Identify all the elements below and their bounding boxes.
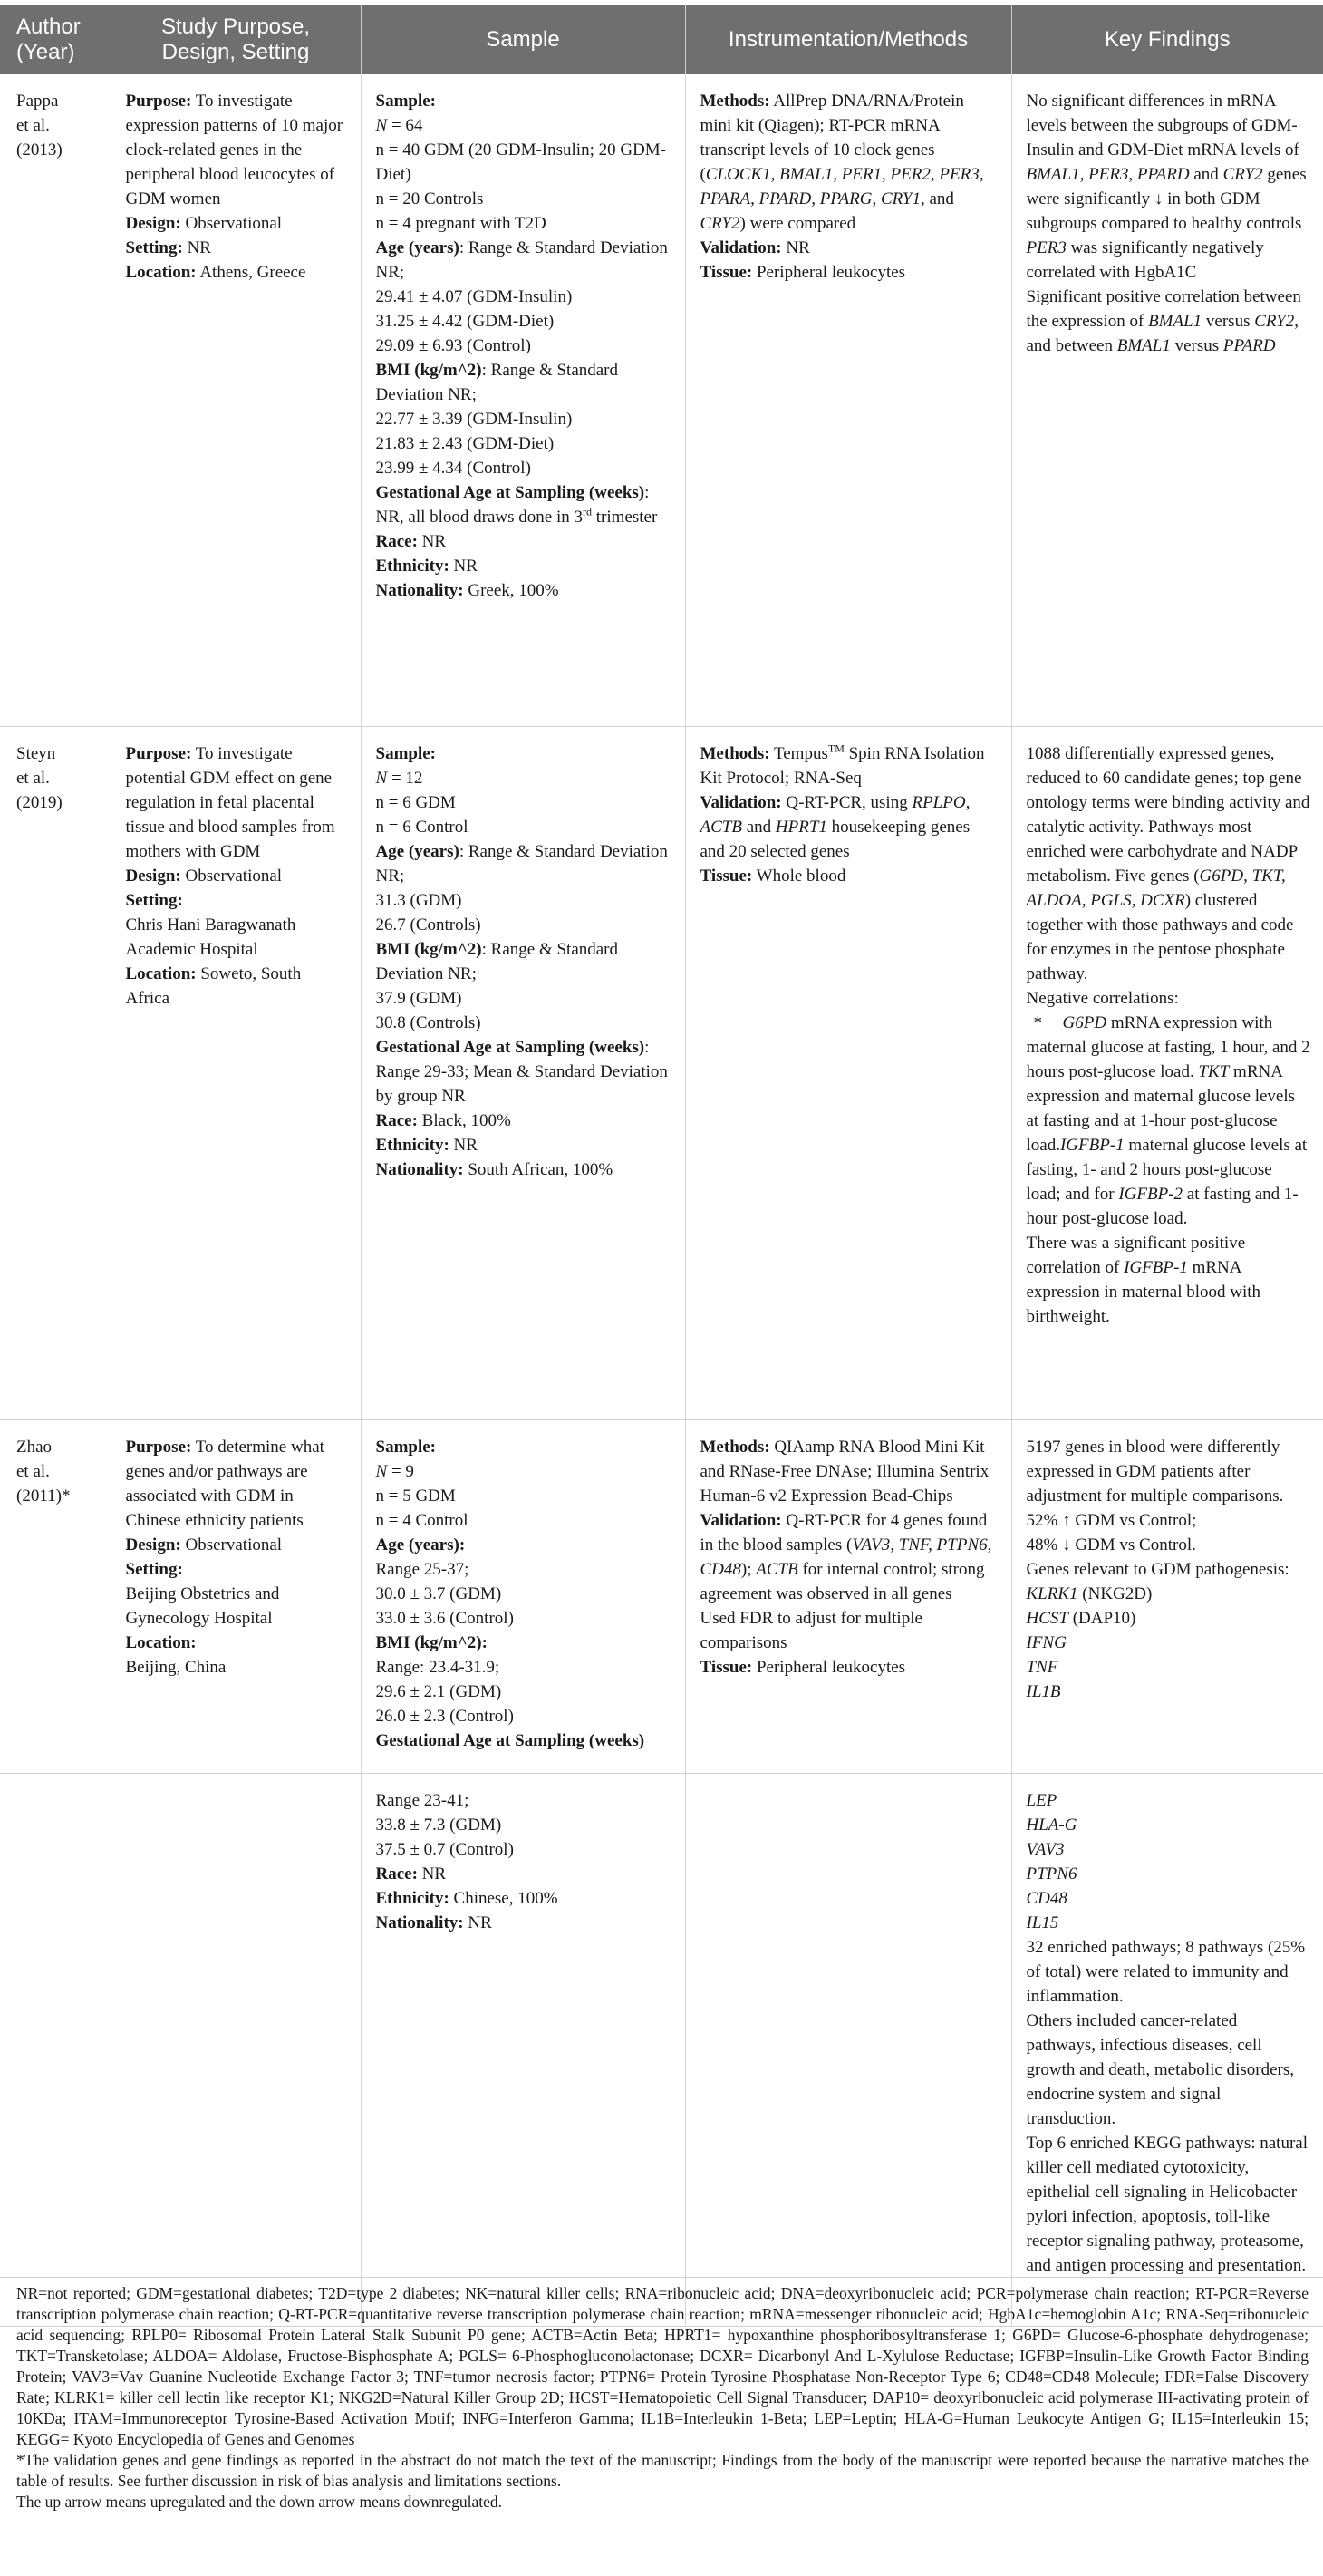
table-footnotes bbox=[0, 2277, 1323, 2520]
findings-cell: No significant differences in mRNA levels between the subgroups of GDM-Insulin and GDM-Diet mRNA levels of BMAL1, PER3, PPARD and CRY2 genes were significantly ↓ in both GDM subgroups compared to healthy controls PER3 was significantly negatively correlated with HgbA1C Significant positive correlation between the expression of BMAL1 versus CRY2, and between BMAL1 versus PPARD bbox=[1011, 74, 1323, 726]
purpose-cell: Purpose: To investigate expression patterns of 10 major clock-related genes in the peripheral blood leucocytes of GDM women Design: Observational Setting: NR Location: Athens, Greece bbox=[111, 74, 361, 726]
table-row bbox=[0, 726, 1323, 1419]
findings-cell: LEP HLA-G VAV3 PTPN6 CD48 IL15 32 enriched pathways; 8 pathways (25% of total) were related to immunity and inflammation. Others included cancer-related pathways, infectious diseases, cell growth and death, metabolic disorders, endocrine system and signal transduction. Top 6 enriched KEGG pathways: natural killer cell mediated cytotoxicity, epithelial cell signaling in Helicobacter pylori infection, apoptosis, toll-like receptor signaling pathway, proteasome, and antigen processing and presentation. bbox=[1011, 1773, 1323, 2326]
author-cell: Steyn et al. (2019) bbox=[0, 726, 111, 1419]
bullet-marker: * bbox=[1033, 1012, 1042, 1032]
header-row bbox=[0, 5, 1323, 74]
header-sample: Sample bbox=[361, 5, 685, 74]
arrows-note: The up arrow means upregulated and the down arrow means downregulated. bbox=[16, 2493, 502, 2511]
purpose-cell: Purpose: To investigate potential GDM effect on gene regulation in fetal placental tissue and blood samples from mothers with GDM Design: Observational Setting: Chris Hani Baragwanath Academic Hospital Location: Soweto, South Africa bbox=[111, 726, 361, 1419]
header-findings: Key Findings bbox=[1011, 5, 1323, 74]
header-methods: Instrumentation/Methods bbox=[685, 5, 1011, 74]
sample-cell: Sample: N = 12 n = 6 GDM n = 6 Control Age (years): Range & Standard Deviation NR; 31.3 (GDM) 26.7 (Controls) BMI (kg/m^2): Range & Standard Deviation NR; 37.9 (GDM) 30.8 (Controls) Gestational Age at Sampling (weeks): Range 29-33; Mean & Standard Deviation by group NR Race: Black, 100% Ethnicity: NR Nationality: South African, 100% bbox=[361, 726, 685, 1419]
table-row bbox=[0, 74, 1323, 726]
study-table bbox=[0, 5, 1323, 2327]
asterisk-note: *The validation genes and gene findings as reported in the abstract do not match the text of the manuscript; Findings from the body of the manuscript were reported because the narrative matches the table of results. See further discussion in risk of bias analysis and limitations sections. bbox=[16, 2451, 1309, 2490]
table-row-continuation bbox=[0, 1773, 1323, 2326]
methods-cell: Methods: Tempus™ Spin RNA Isolation Kit Protocol; RNA-Seq Validation: Q-RT-PCR, using RPLPO, ACTB and HPRT1 housekeeping genes and 20 selected genes Tissue: Whole blood bbox=[685, 726, 1011, 1419]
methods-cell-empty bbox=[685, 1773, 1011, 2326]
author-cell: Zhao et al. (2011)* bbox=[0, 1419, 111, 1773]
table-row bbox=[0, 1419, 1323, 1773]
sample-cell: Sample: N = 9 n = 5 GDM n = 4 Control Age (years): Range 25-37; 30.0 ± 3.7 (GDM) 33.0 ± 3.6 (Control) BMI (kg/m^2): Range: 23.4-31.9; 29.6 ± 2.1 (GDM) 26.0 ± 2.3 (Control) Gestational Age at Sampling (weeks) bbox=[361, 1419, 685, 1773]
purpose-cell: Purpose: To determine what genes and/or pathways are associated with GDM in Chinese ethnicity patients Design: Observational Setting: Beijing Obstetrics and Gynecology Hospital Location: Beijing, China bbox=[111, 1419, 361, 1773]
findings-cell: 5197 genes in blood were differently expressed in GDM patients after adjustment for multiple comparisons. 52% ↑ GDM vs Control; 48% ↓ GDM vs Control. Genes relevant to GDM pathogenesis: KLRK1 (NKG2D) HCST (DAP10) IFNG TNF IL1B bbox=[1011, 1419, 1323, 1773]
header-purpose: Study Purpose, Design, Setting bbox=[111, 5, 361, 74]
purpose-cell-empty bbox=[111, 1773, 361, 2326]
methods-cell: Methods: QIAamp RNA Blood Mini Kit and RNase-Free DNAse; Illumina Sentrix Human-6 v2 Expression Bead-Chips Validation: Q-RT-PCR for 4 genes found in the blood samples (VAV3, TNF, PTPN6, CD48); ACTB for internal control; strong agreement was observed in all genes Used FDR to adjust for multiple comparisons Tissue: Peripheral leukocytes bbox=[685, 1419, 1011, 1773]
findings-cell: 1088 differentially expressed genes, reduced to 60 candidate genes; top gene ontology terms were binding activity and catalytic activity. Pathways most enriched were carbohydrate and NADP metabolism. Five genes (G6PD, TKT, ALDOA, PGLS, DCXR) clustered together with those pathways and code for enzymes in the pentose phosphate pathway. Negative correlations: * G6PD mRNA expression with maternal glucose at fasting, 1 hour, and 2 hours post-glucose load. TKT mRNA expression and maternal glucose levels at fasting and at 1-hour post-glucose load.IGFBP-1 maternal glucose levels at fasting, 1- and 2 hours post-glucose load; and for IGFBP-2 at fasting and 1-hour post-glucose load. There was a significant positive correlation of IGFBP-1 mRNA expression in maternal blood with birthweight. bbox=[1011, 726, 1323, 1419]
author-cell: Pappa et al. (2013) bbox=[0, 74, 111, 726]
author-cell-empty bbox=[0, 1773, 111, 2326]
sample-cell: Sample: N = 64 n = 40 GDM (20 GDM-Insulin; 20 GDM-Diet) n = 20 Controls n = 4 pregnant with T2D Age (years): Range & Standard Deviation NR; 29.41 ± 4.07 (GDM-Insulin) 31.25 ± 4.42 (GDM-Diet) 29.09 ± 6.93 (Control) BMI (kg/m^2): Range & Standard Deviation NR; 22.77 ± 3.39 (GDM-Insulin) 21.83 ± 2.43 (GDM-Diet) 23.99 ± 4.34 (Control) Gestational Age at Sampling (weeks): NR, all blood draws done in 3rd trimester Race: NR Ethnicity: NR Nationality: Greek, 100% bbox=[361, 74, 685, 726]
abbreviations-note: NR=not reported; GDM=gestational diabetes; T2D=type 2 diabetes; NK=natural killer cells; RNA=ribonucleic acid; DNA=deoxyribonucleic acid; PCR=polymerase chain reaction; RT-PCR=Reverse transcription polymerase chain reaction; Q-RT-PCR=quantitative reverse transcription polymerase chain reaction; mRNA=messenger ribonucleic acid; HgbA1c=hemoglobin A1c; RNA-Seq=ribonucleic acid sequencing; RPLP0= Ribosomal Protein Lateral Stalk Subunit P0 gene; ACTB=Actin Beta; HPRT1= hypoxanthine phosphoribosyltransferase 1; G6PD= Glucose-6-phosphate dehydrogenase; TKT=Transketolase; ALDOA= Aldolase, Fructose-Bisphosphate A; PGLS= 6-Phosphogluconolactonase; DCXR= Dicarbonyl And L-Xylulose Reductase; IGFBP=Insulin-Like Growth Factor Binding Protein; VAV3=Vav Guanine Nucleotide Exchange Factor 3; TNF=tumor necrosis factor; PTPN6= Protein Tyrosine Phosphatase Non-Receptor Type 6; CD48=CD48 Molecule; FDR=False Discovery Rate; KLRK1= killer cell lectin like receptor K1; NKG2D=Natural Killer Group 2D; HCST=Hematopoietic Cell Signal Transducer; DAP10= deoxyribonucleic acid polymerase III-activating protein of 10KDa; ITAM=Immunoreceptor Tyrosine-Based Activation Motif; INFG=Interferon Gamma; IL1B=Interleukin 1-Beta; LEP=Leptin; HLA-G=Human Leukocyte Antigen G; IL15=Interleukin 15; KEGG= Kyoto Encyclopedia of Genes and Genomes bbox=[16, 2284, 1309, 2448]
sample-cell: Range 23-41; 33.8 ± 7.3 (GDM) 37.5 ± 0.7 (Control) Race: NR Ethnicity: Chinese, 100% Nationality: NR bbox=[361, 1773, 685, 2326]
methods-cell: Methods: AllPrep DNA/RNA/Protein mini kit (Qiagen); RT-PCR mRNA transcript levels of 10 clock genes (CLOCK1, BMAL1, PER1, PER2, PER3, PPARA, PPARD, PPARG, CRY1, and CRY2) were compared Validation: NR Tissue: Peripheral leukocytes bbox=[685, 74, 1011, 726]
header-author: Author (Year) bbox=[0, 5, 111, 74]
